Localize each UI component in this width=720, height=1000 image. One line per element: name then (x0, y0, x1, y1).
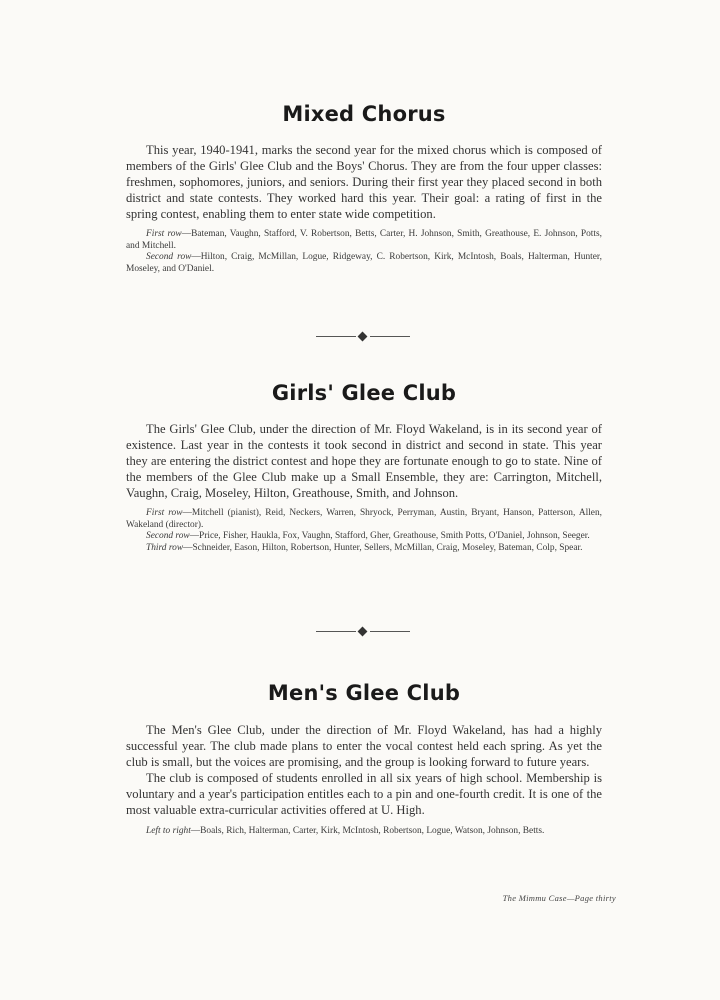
mens-glee-club-paragraph: The club is composed of students enrolled in all six years of high school. Membership is voluntary and a year's participation entitles each to a pin and one-fourth credit. It is one of the most valuable extra-curricular activities offered at U. High. (126, 771, 602, 818)
row-names: —Bateman, Vaughn, Stafford, V. Robertson, Betts, Carter, H. Johnson, Smith, Greathouse, E. Johnson, Potts, and Mitchell. (126, 229, 602, 251)
girls-glee-club-row-captions (126, 508, 602, 554)
row-caption (126, 826, 602, 837)
row-caption (126, 508, 602, 531)
row-names: —Mitchell (pianist), Reid, Neckers, Warren, Shryock, Perryman, Austin, Bryant, Hanson, Patterson, Allen, Wakeland (director). (126, 508, 602, 530)
girls-glee-club-paragraph: The Girls' Glee Club, under the direction of Mr. Floyd Wakeland, is in its second year of existence. Last year in the contests it took second in district and second in state. This year they are entering the district contest and hope they are fortunate enough to go to state. Nine of the members of the Glee Club make up a Small Ensemble, they are: Carrington, Mitchell, Vaughn, Craig, Moseley, Hilton, Greathouse, Smith, and Johnson. (126, 422, 602, 501)
mens-glee-club-paragraph: The Men's Glee Club, under the direction of Mr. Floyd Wakeland, has had a highly successful year. The club made plans to enter the vocal contest held each spring. As yet the club is small, but the voices are promising, and the group is looking forward to future years. (126, 723, 602, 770)
mixed-chorus-title: Mixed Chorus (282, 102, 446, 126)
mixed-chorus-paragraph: This year, 1940-1941, marks the second year for the mixed chorus which is composed of members of the Girls' Glee Club and the Boys' Chorus. They are from the four upper classes: freshmen, sophomores, juniors, and seniors. During their first year they placed second in both district and state contests. They worked hard this year. Their goal: a rating of first in the spring contest, enabling them to enter state wide competition. (126, 143, 602, 222)
row-caption (126, 531, 602, 542)
row-label: Left to right (146, 825, 191, 836)
row-names: —Hilton, Craig, McMillan, Logue, Ridgeway, C. Robertson, Kirk, McIntosh, Boals, Halterman, Hunter, Moseley, and O'Daniel. (126, 252, 602, 274)
diamond-ornament-icon (358, 627, 368, 637)
row-caption (126, 229, 602, 252)
section-divider (316, 627, 410, 637)
diamond-ornament-icon (358, 332, 368, 342)
row-names: —Boals, Rich, Halterman, Carter, Kirk, McIntosh, Robertson, Logue, Watson, Johnson, Betts. (190, 825, 545, 836)
row-label: Second row (146, 252, 192, 263)
row-label: Third row (146, 542, 184, 553)
page-footer: The Mimmu Case—Page thirty (502, 893, 616, 903)
row-names: —Schneider, Eason, Hilton, Robertson, Hunter, Sellers, McMillan, Craig, Moseley, Bateman, Colp, Spear. (183, 542, 583, 553)
mens-glee-club-section (126, 681, 602, 837)
row-names: —Price, Fisher, Haukla, Fox, Vaughn, Stafford, Gher, Greathouse, Smith Potts, O'Daniel, Johnson, Seeger. (189, 531, 590, 542)
mens-glee-club-row-captions (126, 826, 602, 837)
row-caption (126, 543, 602, 554)
row-caption (126, 252, 602, 275)
mixed-chorus-row-captions (126, 229, 602, 275)
row-label: First row (146, 229, 182, 240)
mens-glee-club-title: Men's Glee Club (267, 681, 461, 705)
section-divider (316, 332, 410, 342)
row-label: First row (146, 508, 183, 519)
mixed-chorus-section (126, 102, 602, 275)
girls-glee-club-title: Girls' Glee Club (271, 381, 457, 405)
girls-glee-club-section (126, 381, 602, 554)
row-label: Second row (146, 531, 190, 542)
